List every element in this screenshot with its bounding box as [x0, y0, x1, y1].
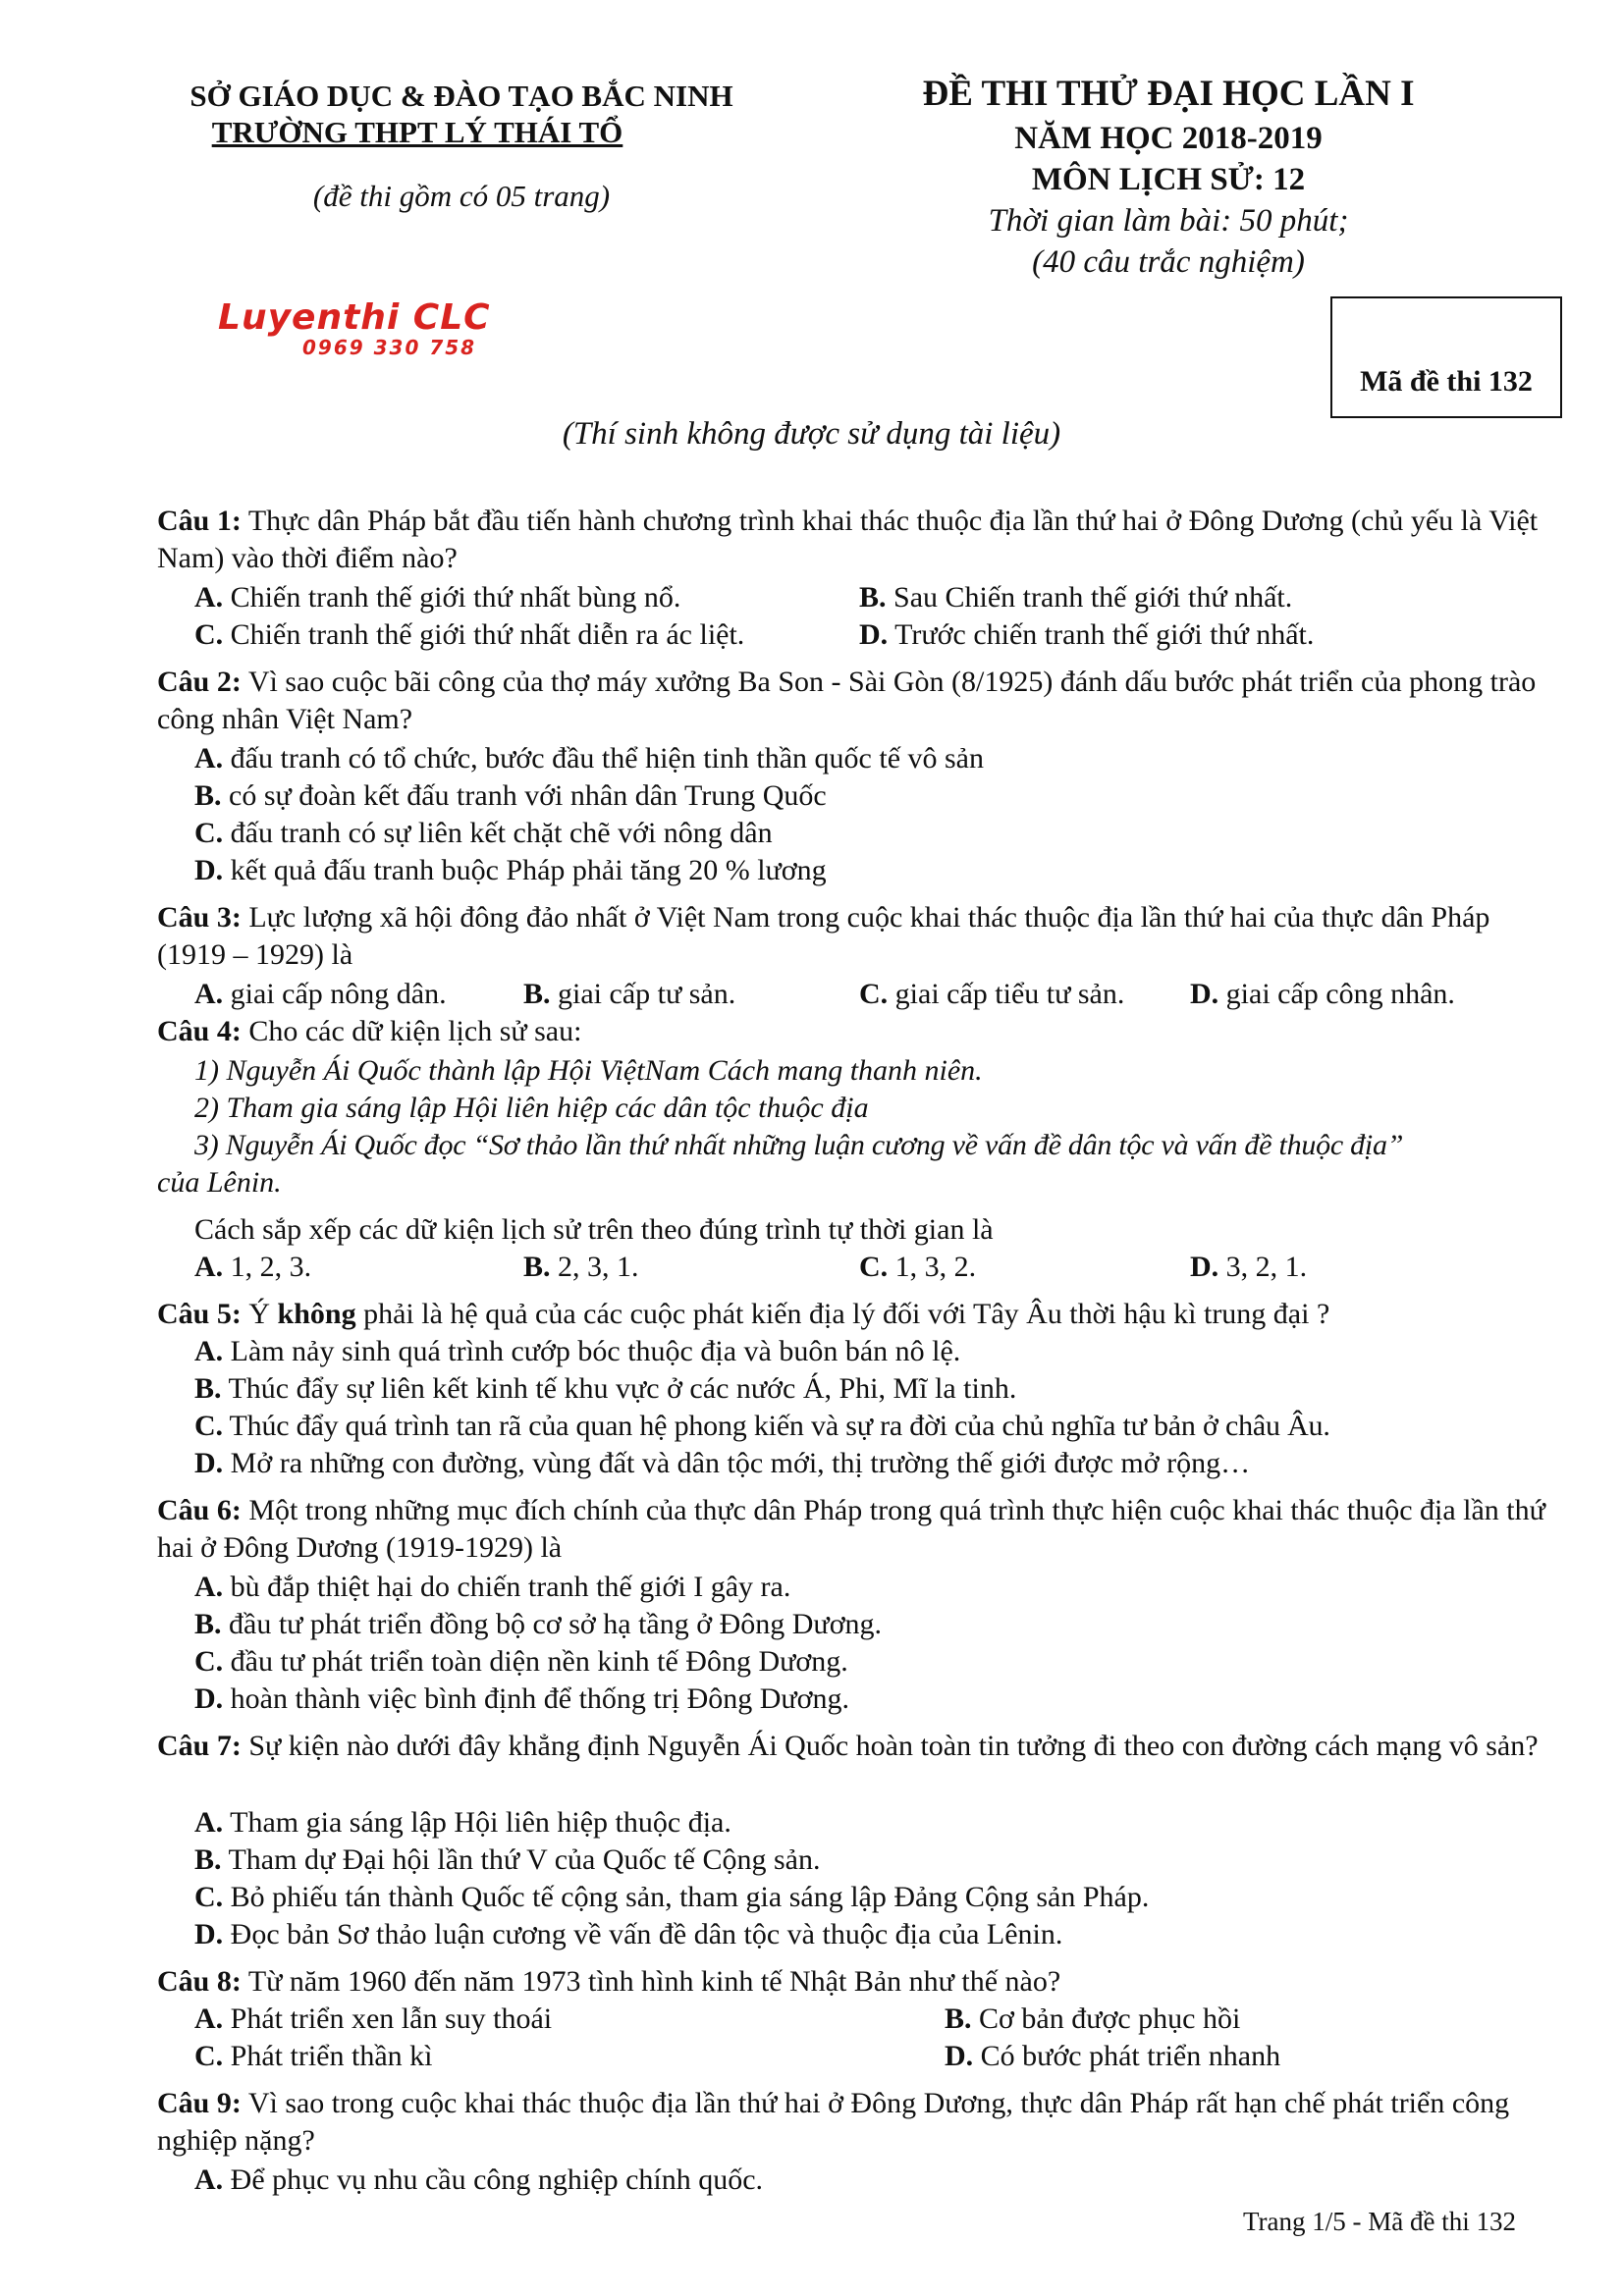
logo-name: Luyenthi CLC [218, 297, 491, 338]
exam-code-box [1330, 296, 1562, 418]
option-c: C. Chiến tranh thế giới thứ nhất diễn ra ác liệt. [194, 618, 745, 651]
option-c: C. Phát triển thần kì [194, 2040, 433, 2072]
option-d: D. kết quả đấu tranh buộc Pháp phải tăng 20 % lương [194, 854, 827, 886]
option-a: A. Chiến tranh thế giới thứ nhất bùng nổ. [194, 581, 681, 614]
question-label: Câu 9: [157, 2087, 242, 2119]
question-label: Câu 6: [157, 1494, 242, 1526]
question-label: Câu 1: [157, 505, 242, 537]
question-3 [157, 899, 1561, 974]
option-a: A. 1, 2, 3. [194, 1251, 312, 1283]
fact-3: 3) Nguyễn Ái Quốc đọc “Sơ thảo lần thứ nhất những luận cương về vấn đề dân tộc và vấn đề thuộc địa” [194, 1129, 1404, 1161]
option-b: B. Sau Chiến tranh thế giới thứ nhất. [859, 581, 1293, 614]
option-a: A. Làm nảy sinh quá trình cướp bóc thuộc địa và buôn bán nô lệ. [194, 1335, 961, 1367]
option-a: A. đấu tranh có tổ chức, bước đầu thể hiện tinh thần quốc tế vô sản [194, 742, 985, 774]
duration: Thời gian làm bài: 50 phút; [988, 203, 1349, 239]
question-label: Câu 4: [157, 1015, 242, 1047]
option-b: B. Cơ bản được phục hồi [945, 2002, 1241, 2035]
option-b: B. 2, 3, 1. [523, 1251, 639, 1283]
option-c: C. đấu tranh có sự liên kết chặt chẽ với nông dân [194, 817, 773, 849]
question-9 [157, 2085, 1561, 2160]
header-right [854, 71, 1483, 283]
option-a: A. Phát triển xen lẫn suy thoái [194, 2002, 553, 2035]
fact-3-continued: của Lênin. [157, 1166, 282, 1199]
department-name: SỞ GIÁO DỤC & ĐÀO TẠO BẮC NINH [189, 79, 733, 113]
question-4 [157, 1013, 1561, 1050]
question-count: (40 câu trắc nghiệm) [1032, 244, 1305, 280]
question-1 [157, 503, 1561, 577]
exam-title: ĐỀ THI THỬ ĐẠI HỌC LẦN I [922, 74, 1415, 114]
question-text: Vì sao cuộc bãi công của thợ máy xưởng Ba Son - Sài Gòn (8/1925) đánh dấu bước phát triển của phong trào công nhân Việt Nam? [157, 666, 1537, 735]
question-text: Cho các dữ kiện lịch sử sau: [248, 1015, 582, 1047]
option-b: B. đầu tư phát triển đồng bộ cơ sở hạ tầng ở Đông Dương. [194, 1608, 883, 1640]
option-c: C. Bỏ phiếu tán thành Quốc tế cộng sản, tham gia sáng lập Đảng Cộng sản Pháp. [194, 1881, 1150, 1913]
question-text: Một trong những mục đích chính của thực dân Pháp trong quá trình thực hiện cuộc khai thác thuộc địa lần thứ hai ở Đông Dương (1919-1929) là [157, 1494, 1545, 1564]
option-b: B. Thúc đẩy sự liên kết kinh tế khu vực ở các nước Á, Phi, Mĩ la tinh. [194, 1372, 1017, 1405]
option-d: D. hoàn thành việc bình định để thống trị Đông Dương. [194, 1682, 850, 1715]
option-a: A. Để phục vụ nhu cầu công nghiệp chính quốc. [194, 2163, 764, 2196]
exam-code: Mã đề thi 132 [1360, 365, 1533, 398]
question-2 [157, 664, 1561, 738]
question-7 [157, 1728, 1561, 1765]
option-c: C. đầu tư phát triển toàn diện nền kinh tế Đông Dương. [194, 1645, 848, 1678]
school-name: TRƯỜNG THPT LÝ THÁI TỔ [211, 115, 623, 149]
option-b: B. có sự đoàn kết đấu tranh với nhân dân Trung Quốc [194, 779, 827, 812]
option-c: C. 1, 3, 2. [859, 1251, 977, 1283]
subject: MÔN LỊCH SỬ: 12 [1031, 162, 1306, 197]
page-footer: Trang 1/5 - Mã đề thi 132 [1243, 2207, 1516, 2236]
option-c: C. giai cấp tiểu tư sản. [859, 978, 1125, 1010]
logo-phone: 0969 330 758 [302, 336, 477, 359]
question-text: Sự kiện nào dưới đây khẳng định Nguyễn Ái Quốc hoàn toàn tin tưởng đi theo con đường cách mạng vô sản? [248, 1730, 1539, 1762]
option-b: B. giai cấp tư sản. [523, 978, 736, 1010]
option-a: A. giai cấp nông dân. [194, 978, 447, 1010]
question-label: Câu 5: [157, 1298, 242, 1330]
option-a: A. Tham gia sáng lập Hội liên hiệp thuộc địa. [194, 1806, 731, 1839]
option-d: D. Có bước phát triển nhanh [945, 2040, 1281, 2072]
question-6 [157, 1492, 1561, 1567]
option-d: D. 3, 2, 1. [1190, 1251, 1308, 1283]
header-left [147, 77, 776, 214]
option-d: D. Đọc bản Sơ thảo luận cương về vấn đề dân tộc và thuộc địa của Lênin. [194, 1918, 1063, 1950]
question-text: Từ năm 1960 đến năm 1973 tình hình kinh tế Nhật Bản như thế nào? [247, 1965, 1061, 1998]
school-year: NĂM HỌC 2018-2019 [1014, 121, 1323, 156]
logo [218, 297, 532, 359]
question-5: Câu 5: Ý không phải là hệ quả của các cuộc phát kiến địa lý đối với Tây Âu thời hậu kì trung đại ? [157, 1298, 1330, 1330]
question-8 [157, 1963, 1561, 2001]
pages-note: (đề thi gồm có 05 trang) [312, 179, 611, 213]
question-text: Thực dân Pháp bắt đầu tiến hành chương trình khai thác thuộc địa lần thứ hai ở Đông Dương (chủ yếu là Việt Nam) vào thời điểm nào? [157, 505, 1539, 574]
option-c: C. Thúc đẩy quá trình tan rã của quan hệ phong kiến và sự ra đời của chủ nghĩa tư bản ở châu Âu. [194, 1410, 1330, 1442]
option-d: D. giai cấp công nhân. [1190, 978, 1455, 1010]
question-text: Lực lượng xã hội đông đảo nhất ở Việt Nam trong cuộc khai thác thuộc địa lần thứ hai của thực dân Pháp (1919 – 1929) là [157, 901, 1490, 971]
question-text: Vì sao trong cuộc khai thác thuộc địa lần thứ hai ở Đông Dương, thực dân Pháp rất hạn chế phát triển công nghiệp nặng? [157, 2087, 1510, 2157]
question-label: Câu 8: [157, 1965, 242, 1998]
option-d: D. Mở ra những con đường, vùng đất và dân tộc mới, thị trường thế giới được mở rộng… [194, 1447, 1251, 1479]
question-label: Câu 3: [157, 901, 242, 934]
question-label: Câu 7: [157, 1730, 242, 1762]
question-label: Câu 2: [157, 666, 242, 698]
instruction-note: (Thí sinh không được sử dụng tài liệu) [562, 416, 1061, 452]
option-b: B. Tham dự Đại hội lần thứ V của Quốc tế Cộng sản. [194, 1843, 821, 1876]
fact-1: 1) Nguyễn Ái Quốc thành lập Hội ViệtNam Cách mang thanh niên. [194, 1054, 983, 1087]
option-d: D. Trước chiến tranh thế giới thứ nhất. [859, 618, 1315, 651]
question-4-stem: Cách sắp xếp các dữ kiện lịch sử trên theo đúng trình tự thời gian là [194, 1213, 994, 1246]
fact-2: 2) Tham gia sáng lập Hội liên hiệp các dân tộc thuộc địa [194, 1092, 869, 1124]
option-a: A. bù đắp thiệt hại do chiến tranh thế giới I gây ra. [194, 1571, 791, 1603]
